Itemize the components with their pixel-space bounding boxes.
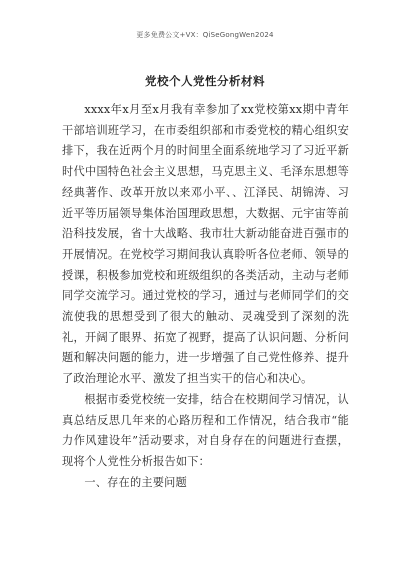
document-body <box>62 100 349 493</box>
body-paragraph-1: xxxx年x月至x月我有幸参加了xx党校第xx期中青年干部培训班学习，在市委组织部和市委党校的精心组织安排下，我在近两个月的时间里全面系统地学习了习近平新时代中国特色社会主义思想，马克思主义、毛泽东思想等经典著作、改革开放以来邓小平、、江泽民、胡锦涛、习近平等历届领导集体治国理政思想，大数据、元宇宙等前沿科技发展，省十大战略、我市壮大新动能奋进百强市的开展情况。在党校学习期间我认真聆听各位老师、领导的授课，积极参加党校和班级组织的各类活动，主动与老师同学交流学习。通过党校的学习，通过与老师同学们的交流使我的思想受到了很大的触动、灵魂受到了深刻的洗礼，开阔了眼界、拓宽了视野，提高了认识问题、分析问题和解决问题的能力，进一步增强了自己党性修养、提升了政治理论水平、激发了担当实干的信心和决心。 <box>62 103 349 386</box>
section-heading: 一、存在的主要问题 <box>84 475 187 489</box>
header-watermark-note: 更多免费公文+VX：QiSeGongWen2024 <box>136 31 274 39</box>
body-paragraph-2: 根据市委党校统一安排，结合在校期间学习情况，认真总结反思几年来的心路历程和工作情况，结合我市“能力作风建设年”活动要求，对自身存在的问题进行查摆，现将个人党性分析报告如下： <box>62 392 349 468</box>
document-title: 党校个人党性分析材料 <box>145 74 265 88</box>
